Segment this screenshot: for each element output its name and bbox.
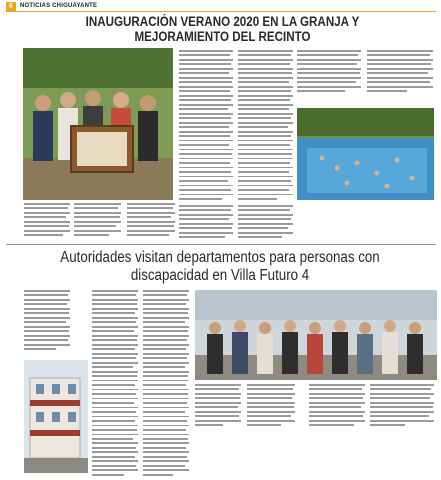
article1-title-line1: INAUGURACIÓN VERANO 2020 EN LA GRANJA Y (85, 14, 360, 29)
article2-column-6 (309, 384, 365, 429)
article1-column-6 (297, 50, 361, 95)
article2-column-4 (195, 384, 241, 429)
article2-title-line2: discapacidad en Villa Futuro 4 (130, 267, 310, 284)
article1-column-8 (179, 205, 233, 241)
page-number: 6 (6, 2, 16, 11)
header-rule (6, 11, 436, 12)
visit-group-photo (195, 290, 437, 380)
article2-column-5 (247, 384, 295, 429)
article1-column-2 (74, 203, 121, 239)
building-photo (24, 360, 88, 473)
section-name: NOTICIAS CHIGUAYANTE (20, 3, 98, 9)
pool-photo (297, 108, 434, 200)
article1-column-7 (367, 50, 433, 95)
article1-column-3 (127, 203, 175, 239)
article1-title-line2: MEJORAMIENTO DEL RECINTO (134, 29, 311, 44)
pool-image (297, 108, 434, 200)
article2-title-line1: Autoridades visitan departamentos para personas con (60, 249, 380, 266)
plaque-ceremony-image (23, 48, 173, 200)
article2-column-2 (92, 290, 138, 478)
article2-column-1 (24, 290, 70, 353)
article-divider (6, 244, 436, 245)
article2-column-7 (370, 384, 434, 429)
plaque-ceremony-photo (23, 48, 173, 200)
article1-column-5 (238, 50, 293, 202)
article1-column-1 (24, 203, 70, 239)
building-image (24, 360, 88, 473)
visit-group-image (195, 290, 437, 380)
article1-column-9 (238, 205, 293, 241)
page-header (0, 0, 441, 12)
article2-column-3 (143, 290, 189, 478)
article1-column-4 (179, 50, 233, 202)
